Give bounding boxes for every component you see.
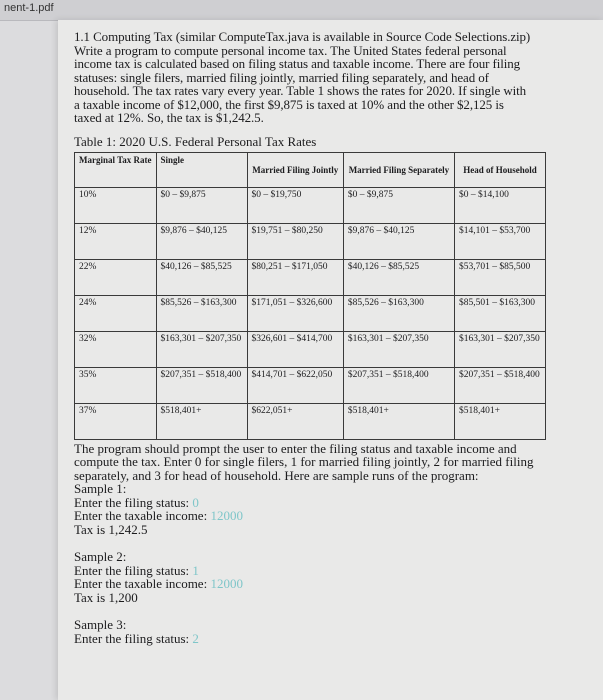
single-cell: $0 – $9,875 [156,187,247,223]
household-cell: $0 – $14,100 [454,187,545,223]
header-marginal-rate: Marginal Tax Rate [75,152,157,187]
spacer [74,604,589,618]
header-married-jointly: Married Filing Jointly [247,152,343,187]
table-row [75,223,546,259]
header-head-of-household: Head of Household [454,152,545,187]
table-row [75,403,546,439]
jointly-cell: $171,051 – $326,600 [247,295,343,331]
rate-cell: 10% [75,187,157,223]
rate-cell: 37% [75,403,157,439]
household-cell: $163,301 – $207,350 [454,331,545,367]
household-cell: $518,401+ [454,403,545,439]
intro-line: 1.1 Computing Tax (similar ComputeTax.java is available in Source Code Selections.zip) [74,29,531,44]
tax-rate-table [74,152,546,440]
table-header-row [75,152,546,187]
income-line [74,509,589,523]
spacer [74,536,589,550]
rate-cell: 35% [75,367,157,403]
status-input-value: 0 [192,494,199,510]
status-input-value: 1 [192,562,199,578]
status-prompt: Enter the filing status: [74,630,193,646]
instructions-paragraph [74,442,589,483]
status-prompt: Enter the filing status: [74,562,193,578]
single-cell: $85,526 – $163,300 [156,295,247,331]
single-cell: $163,301 – $207,350 [156,331,247,367]
intro-line: statuses: single filers, married filing jointly, married filing separately, and head of [74,69,489,85]
document-tab-title[interactable]: nent-1.pdf [4,2,54,14]
instructions-line: separately, and 3 for head of household. Here are sample runs of the program: [74,467,479,483]
jointly-cell: $19,751 – $80,250 [247,223,343,259]
status-line [74,564,589,578]
rate-cell: 22% [75,259,157,295]
separately-cell: $9,876 – $40,125 [343,223,454,259]
sample-title: Sample 3: [74,617,127,632]
tax-result: Tax is 1,242.5 [74,521,148,537]
separately-cell: $518,401+ [343,403,454,439]
intro-paragraph [74,30,589,125]
instructions-line: compute the tax. Enter 0 for single filers, 1 for married filing jointly, 2 for married filing [74,454,534,469]
separately-cell: $40,126 – $85,525 [343,259,454,295]
status-input-value: 2 [192,630,199,646]
table-caption: Table 1: 2020 U.S. Federal Personal Tax Rates [74,133,317,149]
rate-cell: 12% [75,223,157,259]
separately-cell: $85,526 – $163,300 [343,295,454,331]
table-row [75,259,546,295]
income-input-value: 12000 [210,576,243,591]
single-cell: $9,876 – $40,125 [156,223,247,259]
header-married-separately: Married Filing Separately [343,152,454,187]
sample-title: Sample 1: [74,481,127,496]
single-cell: $518,401+ [156,403,247,439]
separately-cell: $163,301 – $207,350 [343,331,454,367]
intro-line: income tax is calculated based on filing status and taxable income. There are four filing [74,56,521,71]
intro-line: household. The tax rates vary every year. Table 1 shows the rates for 2020. If single with [74,83,527,98]
page-content [74,30,589,645]
intro-line: Write a program to compute personal income tax. The United States federal personal [74,42,507,58]
intro-line: taxed at 12%. So, the tax is $1,242.5. [74,110,264,125]
window-titlebar [0,0,603,21]
household-cell: $53,701 – $85,500 [454,259,545,295]
status-prompt: Enter the filing status: [74,494,193,510]
sample-run-2 [74,550,589,604]
sample-run-1 [74,482,589,536]
sample-run-3 [74,618,589,645]
jointly-cell: $80,251 – $171,050 [247,259,343,295]
jointly-cell: $326,601 – $414,700 [247,331,343,367]
income-prompt: Enter the taxable income: [74,508,211,523]
single-cell: $207,351 – $518,400 [156,367,247,403]
separately-cell: $0 – $9,875 [343,187,454,223]
rate-cell: 32% [75,331,157,367]
single-cell: $40,126 – $85,525 [156,259,247,295]
jointly-cell: $0 – $19,750 [247,187,343,223]
table-row [75,367,546,403]
income-input-value: 12000 [210,508,243,523]
separately-cell: $207,351 – $518,400 [343,367,454,403]
instructions-line: The program should prompt the user to enter the filing status and taxable income and [74,440,517,456]
header-single: Single [156,152,247,187]
rate-cell: 24% [75,295,157,331]
sample-title: Sample 2: [74,549,127,564]
income-line [74,577,589,591]
tax-result: Tax is 1,200 [74,589,138,605]
table-row [75,187,546,223]
household-cell: $207,351 – $518,400 [454,367,545,403]
jointly-cell: $414,701 – $622,050 [247,367,343,403]
pdf-page [58,20,603,700]
status-line [74,496,589,510]
household-cell: $85,501 – $163,300 [454,295,545,331]
intro-line: a taxable income of $12,000, the first $9,875 is taxed at 10% and the other $2,125 is [74,96,504,112]
jointly-cell: $622,051+ [247,403,343,439]
status-line [74,632,589,646]
table-row [75,295,546,331]
household-cell: $14,101 – $53,700 [454,223,545,259]
table-row [75,331,546,367]
income-prompt: Enter the taxable income: [74,576,211,591]
